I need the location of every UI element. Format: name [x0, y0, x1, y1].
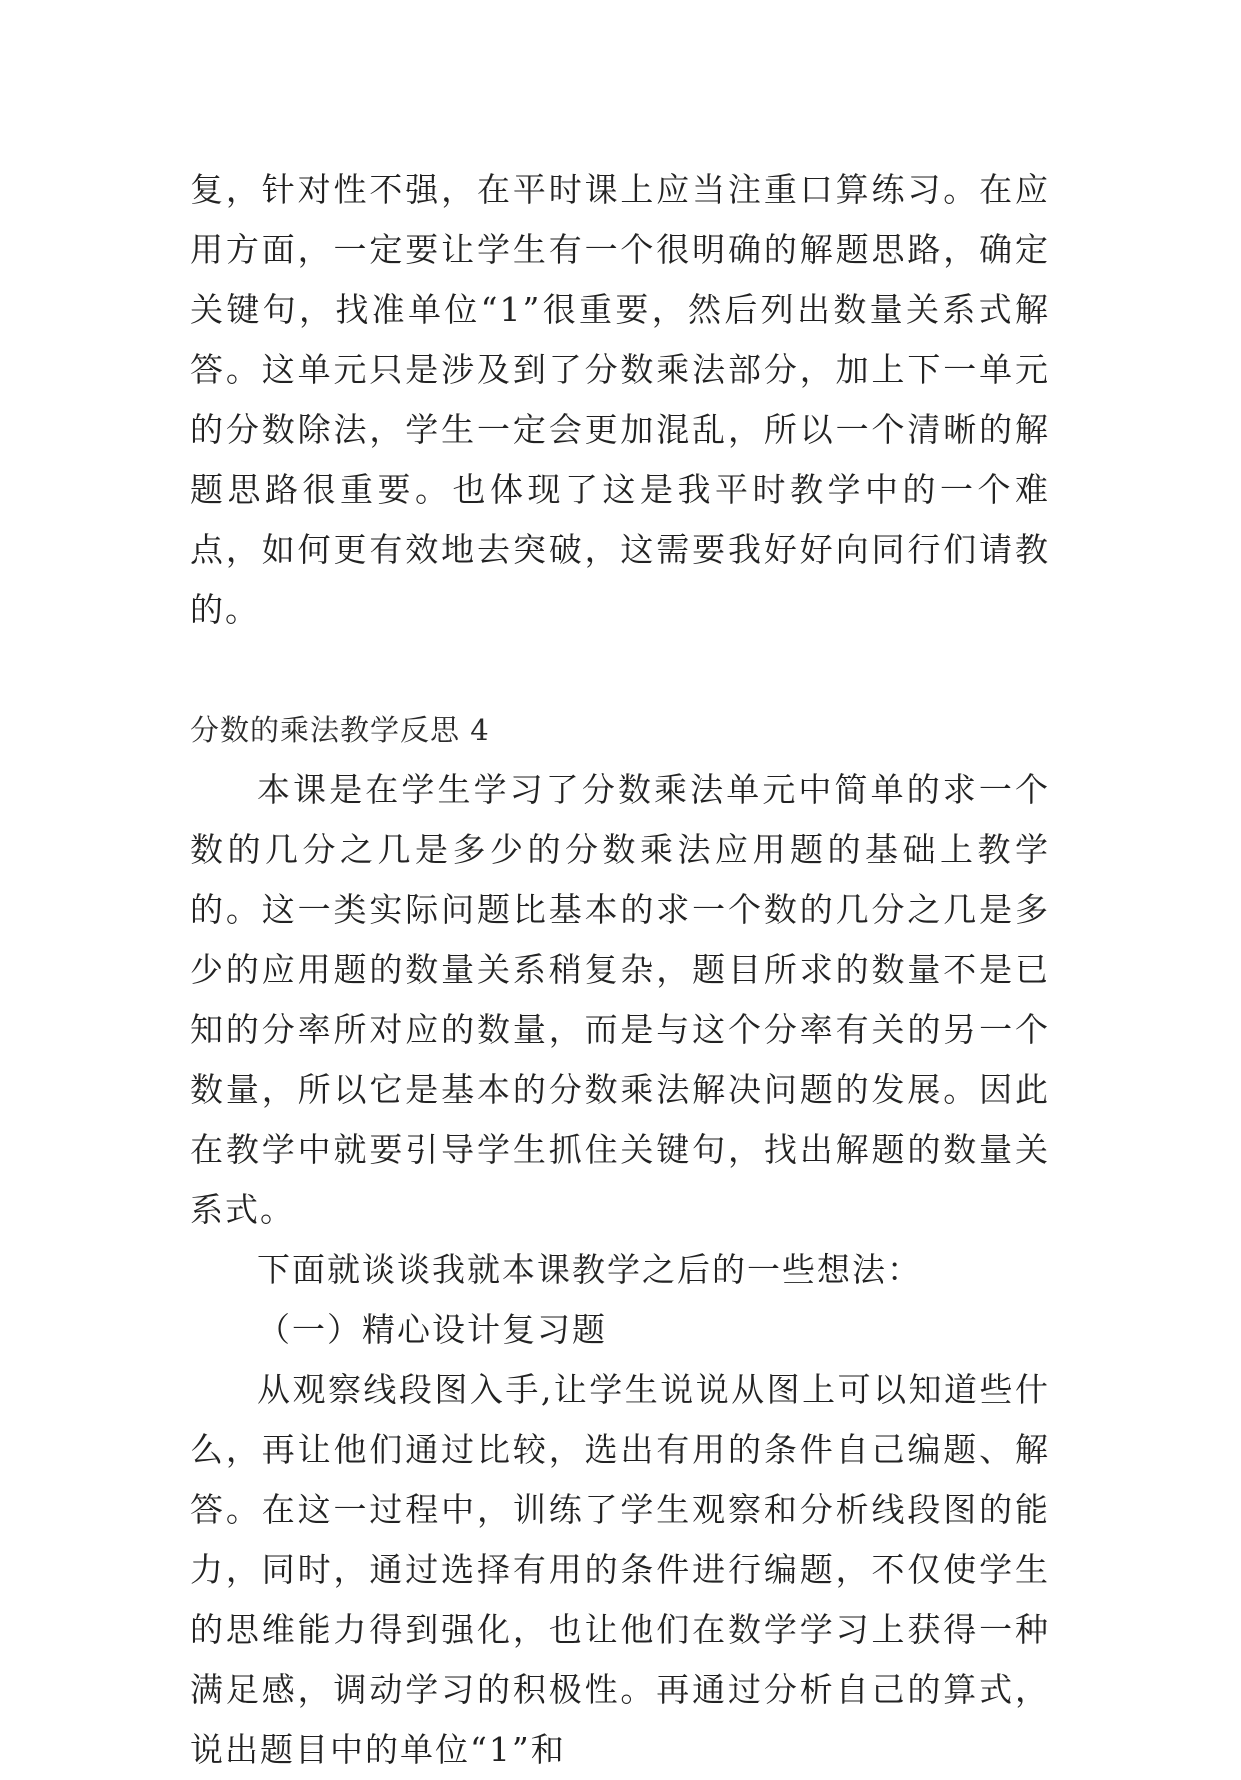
paragraph-continuation: 复，针对性不强，在平时课上应当注重口算练习。在应用方面，一定要让学生有一个很明确的解题思路，确定关键句，找准单位“1”很重要，然后列出数量关系式解答。这单元只是涉及到了分数乘法部分，加上下一单元的分数除法，学生一定会更加混乱，所以一个清晰的解题思路很重要。也体现了这是我平时教学中的一个难点，如何更有效地去突破，这需要我好好向同行们请教的。	[190, 170, 1050, 629]
document-body	[190, 160, 1050, 1780]
subsection-heading: （一）精心设计复习题	[257, 1310, 607, 1349]
section-spacer	[190, 640, 1050, 700]
paragraph-thoughts: 下面就谈谈我就本课教学之后的一些想法：	[257, 1250, 922, 1289]
section-heading: 分数的乘法教学反思 4	[190, 713, 490, 747]
paragraph-intro: 本课是在学生学习了分数乘法单元中简单的求一个数的几分之几是多少的分数乘法应用题的基础上教学的。这一类实际问题比基本的求一个数的几分之几是多少的应用题的数量关系稍复杂，题目所求的数量不是已知的分率所对应的数量，而是与这个分率有关的另一个数量，所以它是基本的分数乘法解决问题的发展。因此在教学中就要引导学生抓住关键句，找出解题的数量关系式。	[190, 770, 1050, 1229]
paragraph-review: 从观察线段图入手,让学生说说从图上可以知道些什么，再让他们通过比较，选出有用的条件自己编题、解答。在这一过程中，训练了学生观察和分析线段图的能力，同时，通过选择有用的条件进行编题，不仅使学生的思维能力得到强化，也让他们在数学学习上获得一种满足感，调动学习的积极性。再通过分析自己的算式，说出题目中的单位“1”和	[190, 1370, 1050, 1769]
